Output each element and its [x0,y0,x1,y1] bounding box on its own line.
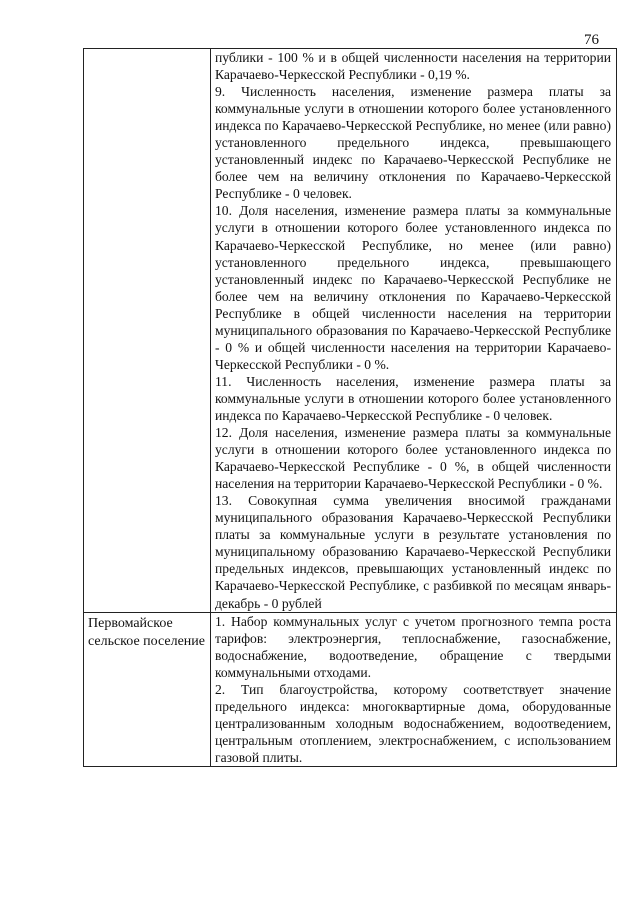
indicator-paragraph: 1. Набор коммунальных услуг с учетом прогнозного темпа роста тарифов: электроэнергия, теплоснабжение, газоснабжение, водоснабжение, водоотведение, обращение с твердыми коммунальными отходами. [215,613,611,680]
page-number: 76 [584,32,599,48]
indicator-paragraph: 2. Тип благоустройства, которому соответствует значение предельного индекса: многоквартирные дома, оборудованные централизованным холодным водоснабжением, водоотведением, центральным отоплением, электроснабжением, с использованием газовой плиты. [215,681,611,765]
settlement-name-cell [84,612,211,766]
table-row [84,612,617,766]
indicator-table [83,48,617,767]
settlement-name-cell [84,49,211,613]
indicator-paragraph: 11. Численность населения, изменение размера платы за коммунальные услуги в отношении которого более установленного индекса по Карачаево-Черкесской Республике - 0 человек. [215,373,611,423]
indicator-paragraph: публики - 100 % и в общей численности населения на территории Карачаево-Черкесской Республики - 0,19 %. [215,50,611,83]
table-row [84,49,617,613]
settlement-name [84,49,210,53]
indicators-cell [211,49,617,613]
indicator-paragraph: 9. Численность населения, изменение размера платы за коммунальные услуги в отношении которого более установленного индекса по Карачаево-Черкесской Республике, но менее (или равно) установленного предельного индекса, превышающего установленный индекс по Карачаево-Черкесской Республике не более чем на величину отклонения по Карачаево-Черкесской Республике - 0 человек. [215,84,611,202]
indicator-paragraph: 13. Совокупная сумма увеличения вносимой гражданами муниципального образования Карачаево-Черкесской Республики платы за коммунальные услуги в результате установления по муниципальному образованию Карачаево-Черкесской Республики предельных индексов, превышающих установленный индекс по Карачаево-Черкесской Республике, с разбивкой по месяцам январь-декабрь - 0 рублей [215,493,611,611]
indicator-paragraph: 10. Доля населения, изменение размера платы за коммунальные услуги в отношении которого более установленного индекса по Карачаево-Черкесской Республике, но менее (или равно) установленного предельного индекса, превышающего установленный индекс по Карачаево-Черкесской Республике не более чем на величину отклонения по Карачаево-Черкесской Республике в общей численности населения на территории муниципального образования по Карачаево-Черкесской Республике - 0 % и общей численности населения на территории Карачаево-Черкесской Республики - 0 %. [215,203,611,372]
settlement-name: Первомайское сельское поселение [88,615,205,649]
indicator-paragraph: 12. Доля населения, изменение размера платы за коммунальные услуги в отношении которого более установленного индекса по Карачаево-Черкесской Республике - 0 %, в общей численности населения на территории Карачаево-Черкесской Республики - 0 %. [215,425,611,492]
indicators-cell [211,612,617,766]
